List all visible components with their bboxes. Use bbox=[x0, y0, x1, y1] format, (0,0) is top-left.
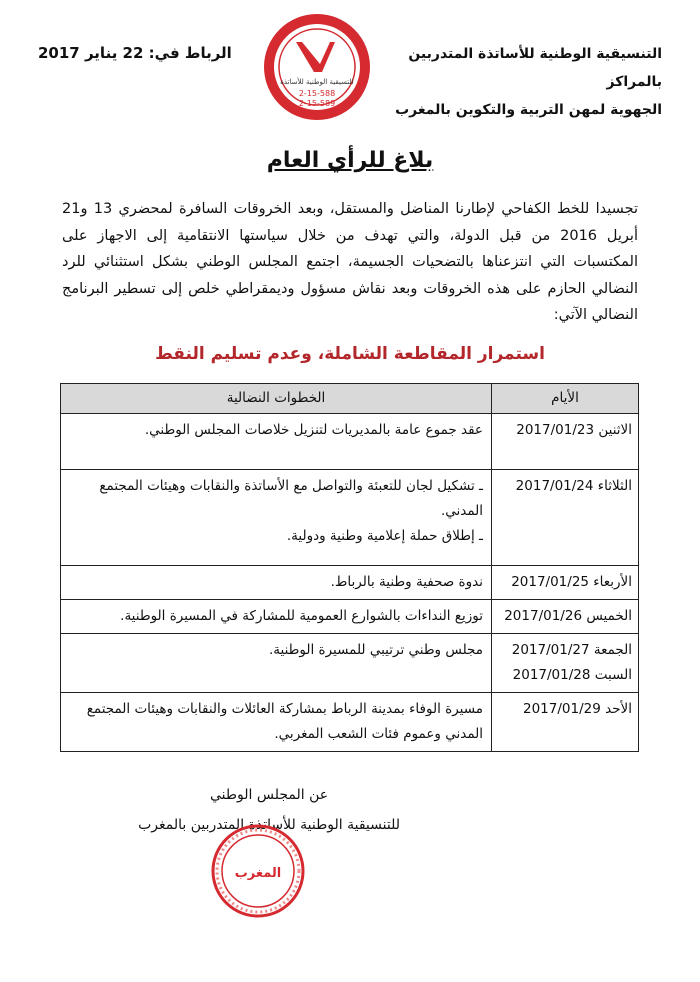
step-cell bbox=[61, 470, 492, 566]
official-stamp bbox=[210, 823, 306, 919]
column-header-steps: الخطوات النضالية bbox=[61, 384, 492, 414]
program-table bbox=[60, 383, 639, 752]
signature-line1: عن المجلس الوطني bbox=[209, 787, 329, 803]
table-header-row bbox=[61, 384, 639, 414]
step-text: ـ تشكيل لجان للتعبئة والتواصل مع الأساتذة والنقابات وهيئات المجتمع المدني. bbox=[99, 478, 483, 519]
step-cell bbox=[61, 693, 492, 752]
organization-logo bbox=[262, 12, 372, 122]
step-text: مجلس وطني ترتيبي للمسيرة الوطنية. bbox=[268, 642, 483, 658]
day-date: الجمعة 2017/01/27 bbox=[511, 642, 632, 658]
day-cell bbox=[492, 634, 639, 693]
org-name-line2: الجهوية لمهن التربية والتكوين بالمغرب bbox=[395, 102, 662, 118]
day-date: الاثنين 2017/01/23 bbox=[516, 422, 632, 438]
page-title: بلاغ للرأي العام bbox=[266, 148, 434, 173]
logo-text-3: 2-15-589 bbox=[298, 99, 336, 108]
logo-text-2: 2-15-588 bbox=[298, 89, 336, 98]
intro-paragraph bbox=[62, 196, 638, 329]
signature-line2: للتنسيقية الوطنية للأساتذة المتدربين بالمغرب bbox=[138, 817, 400, 833]
step-text: ندوة صحفية وطنية بالرباط. bbox=[330, 574, 483, 590]
intro-text: تجسيدا للخط الكفاحي لإطارنا المناضل والمستقل، وبعد الخروقات السافرة لمحضري 13 و21 أبريل 2016 من قبل الدولة، والتي تهدف من خلال سياستها الانتقامية إلى الاجهاز على المكتسبات التي انتزعناها بالتضحيات الجسيمة، اجتمع المجلس الوطني بشكل استثنائي للرد النضالي الحازم على هذه الخروقات وبعد نقاش مسؤول وديمقراطي خلص إلى تسطير البرنامج النضالي الآتي: bbox=[62, 201, 638, 323]
step-cell bbox=[61, 414, 492, 470]
org-name-line1: التنسيقية الوطنية للأساتذة المتدربين بالمراكز bbox=[408, 46, 662, 90]
step-cell bbox=[61, 634, 492, 693]
step-text: توزيع النداءات بالشوارع العمومية للمشاركة في المسيرة الوطنية. bbox=[120, 608, 483, 624]
day-date: الخميس 2017/01/26 bbox=[504, 608, 632, 624]
step-text: عقد جموع عامة بالمديريات لتنزيل خلاصات المجلس الوطني. bbox=[144, 422, 483, 438]
table-row bbox=[61, 414, 639, 470]
place-date: الرباط في: 22 يناير 2017 bbox=[38, 44, 232, 62]
day-cell bbox=[492, 600, 639, 634]
step-text: مسيرة الوفاء بمدينة الرباط بمشاركة العائلات والنقابات وهيئات المجتمع المدني وعموم فئات الشعب المغربي. bbox=[86, 701, 483, 742]
step-text: ـ إطلاق حملة إعلامية وطنية ودولية. bbox=[286, 528, 483, 544]
day-cell bbox=[492, 414, 639, 470]
day-date: الأربعاء 2017/01/25 bbox=[511, 574, 632, 590]
table-row bbox=[61, 470, 639, 566]
step-cell bbox=[61, 600, 492, 634]
day-date: السبت 2017/01/28 bbox=[512, 667, 632, 683]
table-row bbox=[61, 566, 639, 600]
stamp-text: المغرب bbox=[234, 866, 282, 881]
table-row bbox=[61, 693, 639, 752]
step-cell bbox=[61, 566, 492, 600]
day-cell bbox=[492, 470, 639, 566]
organization-header bbox=[392, 40, 662, 124]
column-header-days: الأيام bbox=[492, 384, 639, 414]
day-date: الأحد 2017/01/29 bbox=[523, 701, 632, 717]
table-row bbox=[61, 600, 639, 634]
day-cell bbox=[492, 693, 639, 752]
table-row bbox=[61, 634, 639, 693]
day-date: الثلاثاء 2017/01/24 bbox=[515, 478, 632, 494]
logo-text-1: للتسيقية الوطنية للأساتذة bbox=[280, 78, 354, 86]
day-cell bbox=[492, 566, 639, 600]
program-subtitle: استمرار المقاطعة الشاملة، وعدم تسليم النقط bbox=[155, 344, 545, 364]
